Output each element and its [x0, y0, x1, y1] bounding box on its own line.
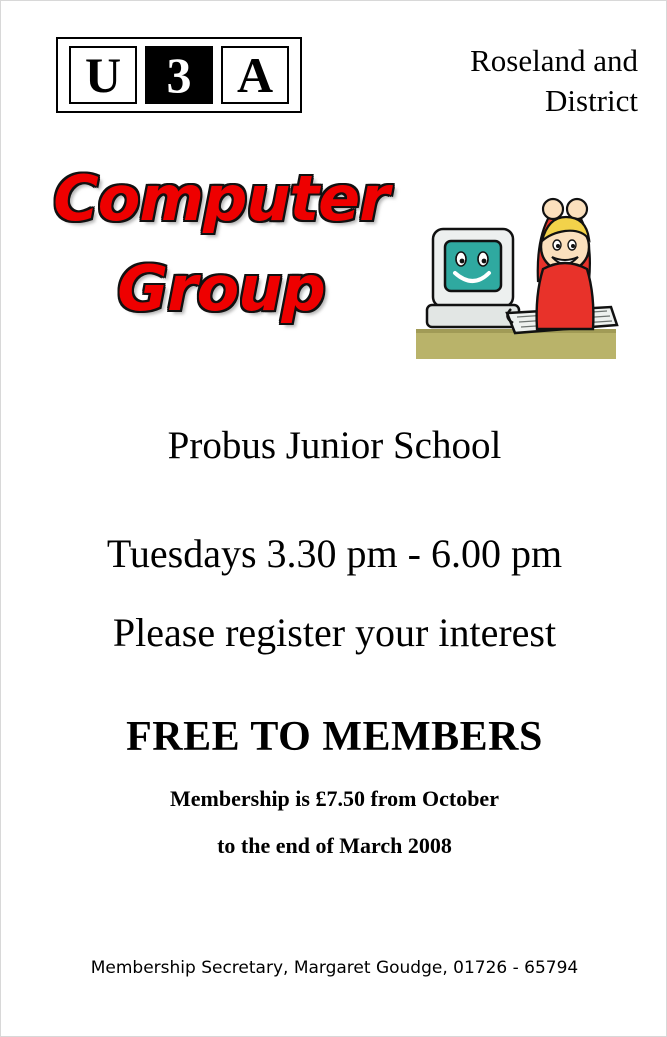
poster-inner-frame [21, 15, 648, 1023]
branch-name [358, 41, 638, 120]
u3a-logo [56, 37, 302, 113]
cheering-person-at-computer-icon [411, 181, 621, 381]
free-to-members-text: FREE TO MEMBERS [126, 714, 543, 760]
footer-contact-text: Membership Secretary, Margaret Goudge, 01726 - 65794 [90, 958, 579, 978]
poster-header [21, 15, 648, 135]
poster-title [21, 162, 421, 326]
venue-text: Probus Junior School [167, 424, 502, 467]
membership-fee-line2: to the end of March 2008 [217, 833, 452, 858]
u3a-logo-letter-a: A [221, 46, 289, 104]
branch-name-line1: Roseland and [470, 43, 638, 78]
u3a-logo-letter-3: 3 [145, 46, 213, 104]
register-text: Please register your interest [112, 610, 557, 655]
times-text: Tuesdays 3.30 pm - 6.00 pm [106, 531, 563, 576]
membership-fee-line1: Membership is £7.50 from October [170, 786, 499, 811]
title-line-group: Group [117, 252, 325, 326]
u3a-logo-letter-u: U [69, 46, 137, 104]
branch-name-line2: District [545, 82, 638, 118]
title-line-computer: Computer [53, 162, 389, 235]
